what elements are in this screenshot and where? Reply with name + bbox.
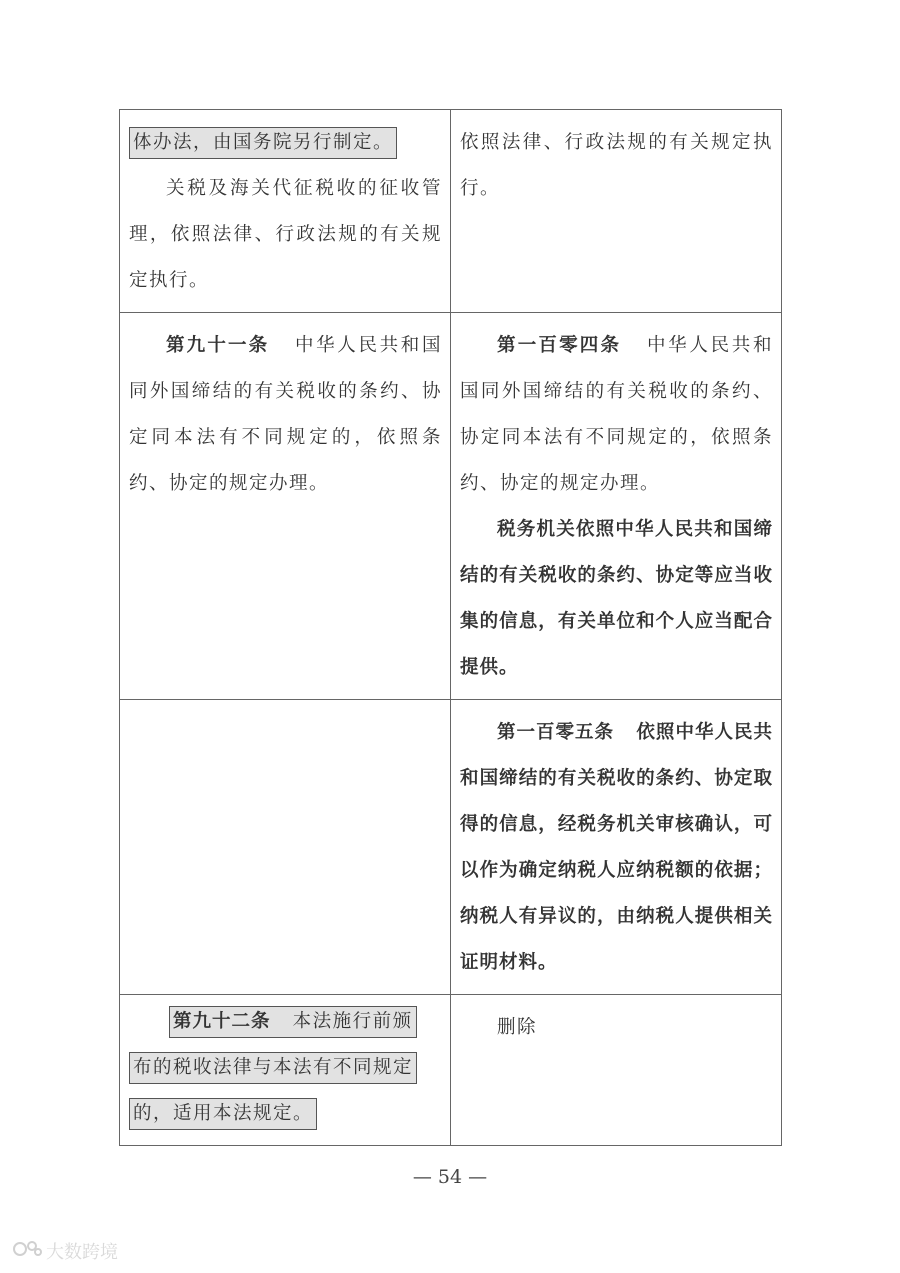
new-text-cell bbox=[451, 110, 782, 313]
paragraph: 依照法律、行政法规的有关规定执行。 bbox=[460, 132, 773, 199]
article-title: 第一百零五条 bbox=[497, 722, 615, 743]
old-text-cell bbox=[120, 110, 451, 313]
new-text-cell bbox=[451, 700, 782, 995]
page-number: — 54 — bbox=[412, 1166, 488, 1188]
comparison-table bbox=[119, 109, 782, 1146]
old-text-cell bbox=[120, 995, 451, 1146]
article-title: 第一百零四条 bbox=[497, 335, 622, 356]
highlighted-text: 的，适用本法规定。 bbox=[129, 1098, 317, 1130]
article-text: 中华人民共和国同外国缔结的有关税收的条约、协定同本法有不同规定的，依照条约、协定的规定办理。 bbox=[129, 335, 442, 494]
article-text: 本法施行前颁 bbox=[292, 1011, 413, 1032]
article-text: 依照中华人民共和国缔结的有关税收的条约、协定取得的信息，经税务机关审核确认，可以作为确定纳税人应纳税额的依据；纳税人有异议的，由纳税人提供相关证明材料。 bbox=[460, 722, 773, 973]
highlighted-text: 体办法，由国务院另行制定。 bbox=[129, 127, 397, 159]
article-text: 中华人民共和国同外国缔结的有关税收的条约、协定同本法有不同规定的，依照条约、协定的规定办理。 bbox=[460, 335, 773, 494]
article-title: 第九十一条 bbox=[166, 335, 270, 356]
table-row bbox=[120, 700, 782, 995]
table-row bbox=[120, 110, 782, 313]
article-title: 第九十二条 bbox=[173, 1011, 271, 1032]
added-paragraph: 税务机关依照中华人民共和国缔结的有关税收的条约、协定等应当收集的信息，有关单位和个人应当配合提供。 bbox=[460, 519, 773, 678]
watermark-text: 大数跨境 bbox=[46, 1242, 118, 1263]
table-row bbox=[120, 995, 782, 1146]
highlighted-text: 布的税收法律与本法有不同规定 bbox=[129, 1052, 417, 1084]
deleted-note: 删除 bbox=[497, 1017, 538, 1038]
new-text-cell bbox=[451, 995, 782, 1146]
logo-icon bbox=[12, 1240, 42, 1262]
new-text-cell bbox=[451, 313, 782, 700]
old-text-cell bbox=[120, 313, 451, 700]
table-row bbox=[120, 313, 782, 700]
watermark bbox=[12, 1238, 118, 1264]
paragraph: 关税及海关代征税收的征收管理，依照法律、行政法规的有关规定执行。 bbox=[129, 178, 442, 291]
old-text-cell bbox=[120, 700, 451, 995]
